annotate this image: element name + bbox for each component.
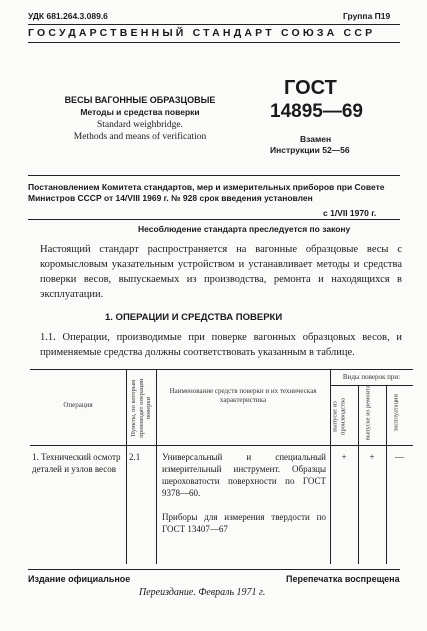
row1-operation: 1. Технический осмотр деталей и узлов весов — [32, 452, 121, 474]
gost-number: 14895—69 — [270, 101, 363, 122]
subtitle-russian: Методы и средства поверки — [80, 107, 200, 117]
header-rule-bottom — [28, 42, 400, 43]
header-release: выпуске из производства — [331, 398, 346, 436]
reprint-prohibited: Перепечатка воспрещена — [286, 574, 400, 584]
decree-date: с 1/VII 1970 г. — [323, 208, 377, 218]
clause-paragraph: 1.1. Операции, производимые при поверке вагонных образцовых весов, и применяемые средства должны соответствовать указанным в таблице. — [40, 332, 402, 358]
header-operation: Операция — [63, 401, 93, 409]
replaces-label: Взамен — [300, 134, 332, 144]
replaces-document: Инструкции 52—56 — [270, 145, 350, 155]
row1-release: + — [341, 452, 347, 462]
header-repair: выпуске из ремонта — [364, 385, 372, 441]
header-operation-use: эксплуатации — [392, 394, 400, 432]
udk-code: УДК 681.264.3.089.6 — [28, 11, 108, 21]
section-heading: 1. ОПЕРАЦИИ И СРЕДСТВА ПОВЕРКИ — [105, 312, 283, 323]
decree-rule — [28, 175, 400, 176]
header-types: Виды поверок при: — [342, 373, 401, 381]
header-points: Пункты, по которым производят операции поверки — [129, 378, 152, 438]
row1-means-a: Универсальный и специальный измерительный инструмент. Образцы шероховатости поверхности по ГОСТ 9378—60. — [162, 452, 326, 498]
row1-point: 2.1 — [129, 452, 141, 462]
official-edition: Издание официальное — [28, 574, 131, 584]
prosecution-notice: Несоблюдение стандарта преследуется по закону — [138, 224, 351, 234]
verification-table — [30, 369, 413, 564]
decree-rule-bottom — [28, 219, 400, 220]
subtitle-english: Methods and means of verification — [73, 132, 207, 142]
decree-text: Постановлением Комитета стандартов, мер и измерительных приборов при Совете Министров СССР от 14/VIII 1969 г. № 928 срок введения установлен — [28, 182, 385, 203]
intro-paragraph: Настоящий стандарт распространяется на вагонные образцовые весы с коромысловым указательным устройством и устанавливает методы и средства поверки весов, выпускаемых из производства, ремонта и находящихся в эксплуатации. — [40, 244, 402, 300]
footer-rule — [28, 569, 400, 570]
header-means: Наименование средств поверки и их техническая характеристика — [169, 387, 317, 404]
state-standard-heading: ГОСУДАРСТВЕННЫЙ СТАНДАРТ СОЮЗА ССР — [28, 27, 376, 39]
group-code: Группа П19 — [343, 11, 391, 21]
reissue-note: Переиздание. Февраль 1971 г. — [139, 587, 266, 598]
title-english: Standard weighbridge. — [96, 120, 183, 130]
gost-label: ГОСТ — [284, 77, 337, 99]
header-rule-top — [28, 24, 400, 25]
row1-means-b: Приборы для измерения твердости по ГОСТ 13407—67 — [162, 512, 326, 534]
row1-operation-mark: — — [395, 452, 404, 462]
title-russian: ВЕСЫ ВАГОННЫЕ ОБРАЗЦОВЫЕ — [64, 95, 216, 105]
row1-repair: + — [369, 452, 375, 462]
